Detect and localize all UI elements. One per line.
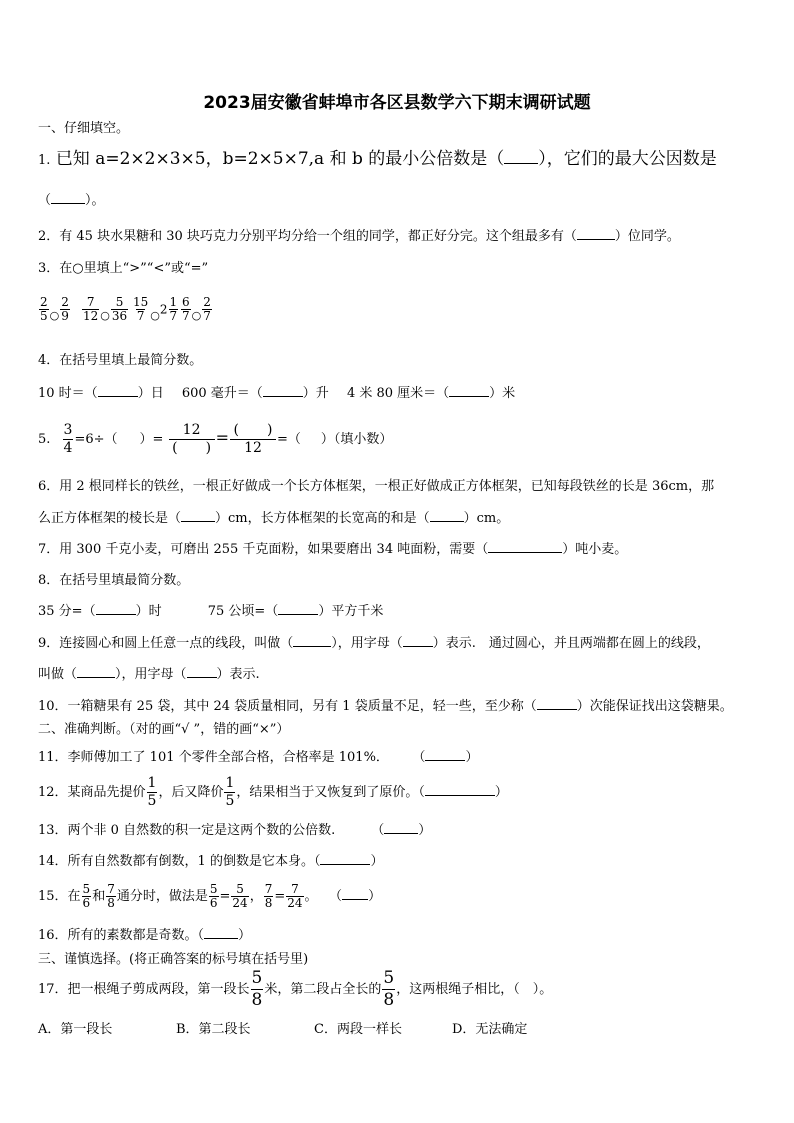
q1-text: 已知 a=2×2×3×5，b=2×5×7,a 和 b 的最小公倍数是（ [55,149,505,169]
question-8-items: 35 分=（ ）时 75 公顷=（ ）平方千米 [38,604,384,619]
q1-open: （ [38,193,52,208]
q7-blank[interactable] [488,540,562,553]
q4-blank-b[interactable] [263,384,303,397]
q6-blank-edge[interactable] [181,509,215,522]
q6-blank-sum[interactable] [430,509,464,522]
q4-blank-c[interactable] [449,384,489,397]
option-d[interactable]: D．无法确定 [452,1022,528,1037]
q1-mid: ），它们的最大公因数是 [538,149,717,169]
question-7: 7．用 300 千克小麦，可磨出 255 千克面粉，如果要磨出 34 吨面粉，需要（ ）吨小麦。 [38,542,628,557]
q3-pair-3: $\frac{15}{7}$ $_○$2 $\frac{1}{7}$ [133,295,178,323]
question-1-line2 [38,191,105,210]
q1-close: ）。 [85,193,105,208]
question-16: 16．所有的素数都是奇数。（ ） [38,928,252,943]
q1-blank-lcm[interactable] [504,151,538,164]
question-4: 4．在括号里填上最简分数。 [38,353,203,368]
option-a[interactable]: A．第一段长 [38,1022,113,1037]
page-title: 2023届安徽省蚌埠市各区县数学六下期末调研试题 [203,93,591,113]
q2-text: 2．有 45 块水果糖和 30 块巧克力分别平均分给一个组的同学，都正好分完。这个组最多有（ [38,229,577,244]
option-b[interactable]: B．第二段长 [176,1022,251,1037]
question-6-line2: 么正方体框架的棱长是（ ）cm，长方体框架的长宽高的和是（ ）cm。 [38,511,510,526]
q8-blank-a[interactable] [96,602,136,615]
question-9-line2: 叫做（ ），用字母（ ）表示. [38,667,260,682]
compare-circle[interactable]: ○ [191,309,202,322]
question-11: 11．李师傅加工了 101 个零件全部合格，合格率是 101%． （ ） [38,750,479,765]
q9-blank-radius[interactable] [293,634,331,647]
compare-circle[interactable]: ○ [100,309,110,322]
q2-end: ）位同学。 [614,229,680,244]
question-2 [38,227,680,246]
q4-blank-a[interactable] [98,384,138,397]
question-12: 12．某商品先提价 $\frac{1}{5}$ ，后又降价 $\frac{1}{5}$ ，结果相当于又恢复到了原价。（ ） [38,775,508,809]
question-4-items: 10 时＝（ ）日 600 毫升＝（ ）升 4 米 80 厘米＝（ ）米 [38,386,516,401]
q3-pair-4: $\frac{6}{7}$ $_○$ $\frac{2}{7}$ [182,295,211,323]
q3-pair-1: $\frac{2}{5}$ $_○$ $\frac{2}{9}$ [40,295,69,323]
question-3: 3．在○里填上“>”“<”或“=” [38,261,209,276]
section-heading-judge: 二、准确判断。（对的画“√ ”，错的画“×”） [38,722,290,737]
question-5: 5. $\frac{3}{4}$ =6÷（ ）= 12 ( ) = ( ) 12 =（ ）（填小数） [38,422,393,456]
q8-blank-b[interactable] [278,602,318,615]
q13-answer[interactable] [384,821,418,834]
question-13: 13．两个非 0 自然数的积一定是这两个数的公倍数. （ ） [38,823,432,838]
question-15: 15．在 $\frac{5}{6}$ 和 $\frac{7}{8}$ 通分时，做法是 $\frac{5}{6}$ = $\frac{5}{24}$ ， $\frac{7}{8}$ = $\frac{7}{24}$ 。 （ ） [38,882,382,910]
q1-blank-gcd[interactable] [51,191,85,204]
q9-blank-r[interactable] [403,634,433,647]
q16-answer[interactable] [204,926,238,939]
option-c[interactable]: C．两段一样长 [314,1022,402,1037]
section-heading-fill: 一、仔细填空。 [38,121,130,136]
q3-pair-2: $\frac{7}{12}$ $_○$ $\frac{5}{36}$ [83,295,128,323]
question-9: 9．连接圆心和圆上任意一点的线段，叫做（ ），用字母（ ）表示. 通过圆心，并且两端都在圆上的线段， [38,636,710,651]
q14-answer[interactable] [320,852,370,865]
question-8: 8．在括号里填最简分数。 [38,573,190,588]
question-10: 10．一箱糖果有 25 袋，其中 24 袋质量相同，另有 1 袋质量不足，轻一些，至少称（ ）次能保证找出这袋糖果。 [38,699,733,714]
question-14: 14．所有自然数都有倒数，1 的倒数是它本身。（ ） [38,854,384,869]
q15-answer[interactable] [342,887,368,900]
compare-circle[interactable]: ○ [49,309,60,322]
q1-number: 1. [38,153,51,168]
q9-blank-d[interactable] [187,665,217,678]
q2-blank[interactable] [577,227,615,240]
q11-answer[interactable] [425,748,465,761]
question-1 [38,148,717,172]
q12-answer[interactable] [425,783,495,796]
question-6: 6．用 2 根同样长的铁丝，一根正好做成一个长方体框架，一根正好做成正方体框架，已知每段铁丝的长是 36cm，那 [38,479,715,494]
q9-blank-diameter[interactable] [77,665,115,678]
question-17: 17．把一根绳子剪成两段，第一段长 $\frac{5}{8}$ 米，第二段占全长的 $\frac{5}{8}$ ，这两根绳子相比，（ ）。 [38,968,553,1010]
compare-circle[interactable]: ○ [150,309,160,322]
q10-blank[interactable] [537,697,577,710]
section-heading-choice: 三、谨慎选择。(将正确答案的标号填在括号里) [38,952,309,967]
